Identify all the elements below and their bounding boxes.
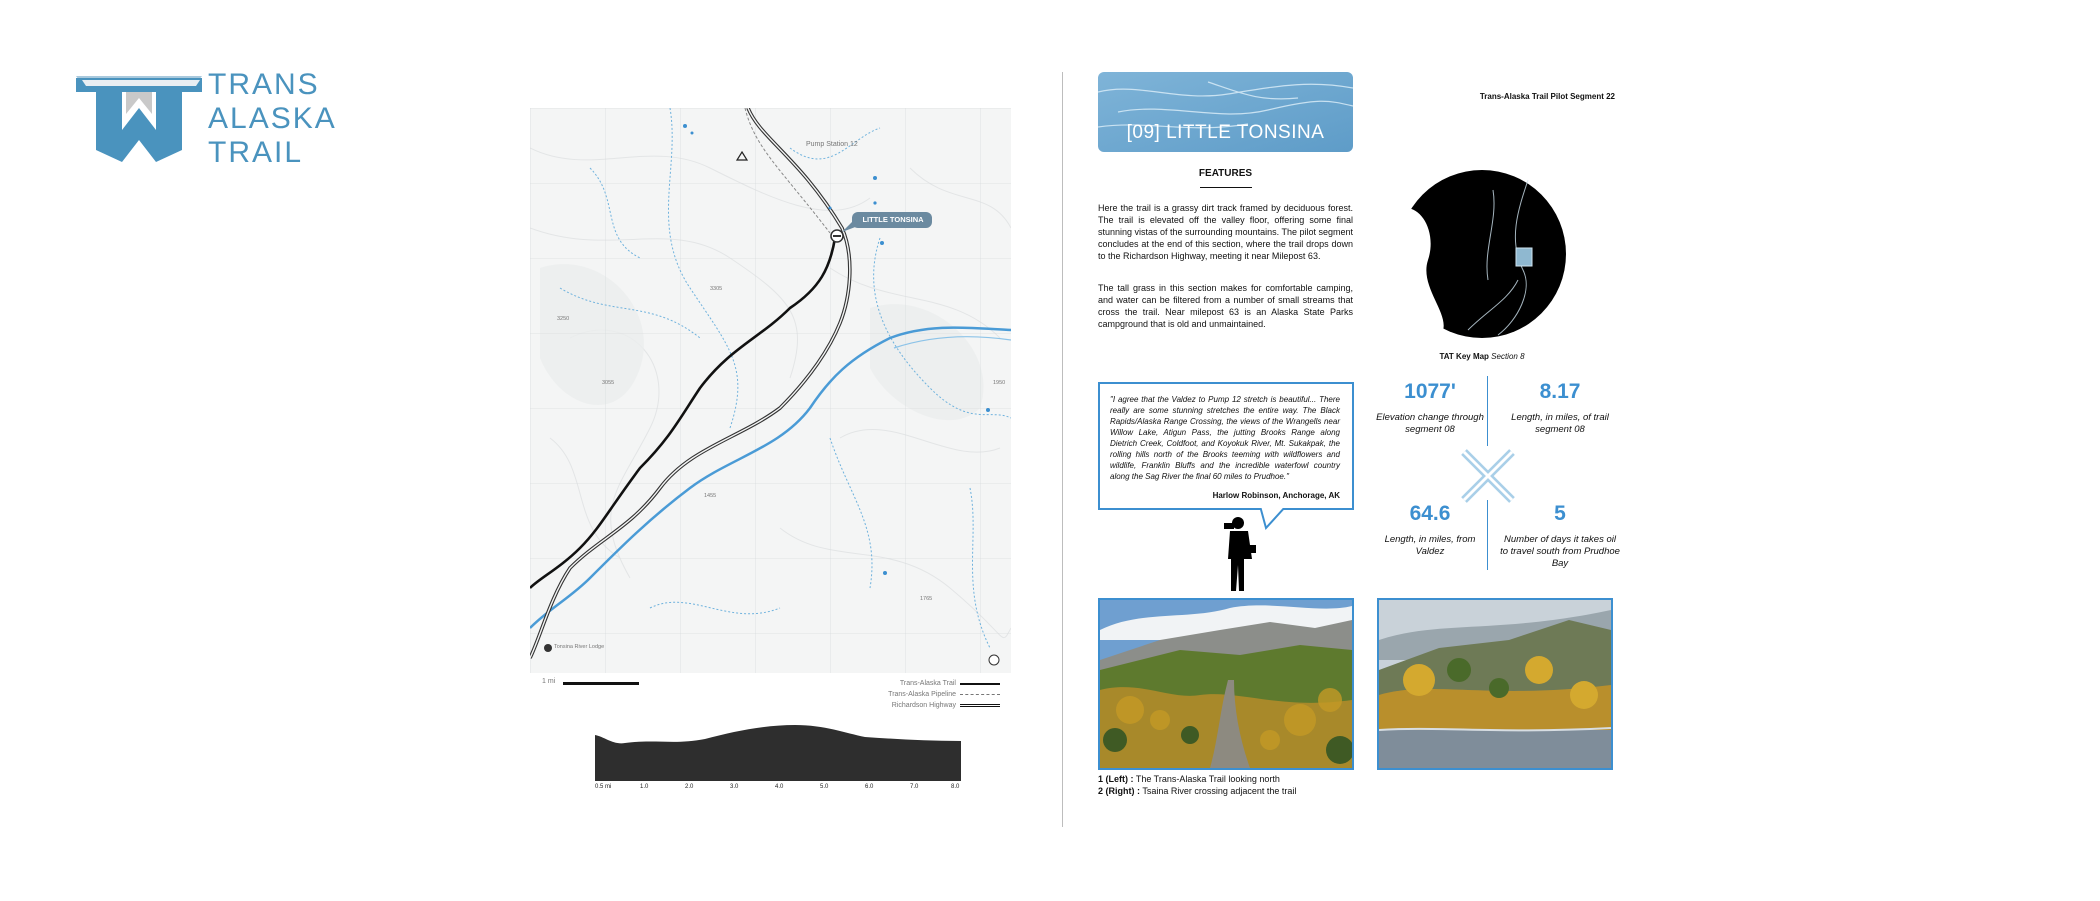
legend-item-trail xyxy=(860,678,1000,689)
elevation-profile-axis xyxy=(595,784,961,792)
stat-distance-from-valdez-label: Length, in miles, from Valdez xyxy=(1384,534,1476,557)
key-map-caption xyxy=(1398,352,1566,361)
map-graphic xyxy=(530,108,1011,673)
photo-caption-2-text: Tsaina River crossing adjacent the trail xyxy=(1140,786,1297,796)
elevation-tick: 6.0 xyxy=(865,784,874,790)
elevation-label: 1950 xyxy=(993,380,1006,386)
map-legend xyxy=(860,678,1000,711)
photo-caption-1-text: The Trans-Alaska Trail looking north xyxy=(1133,774,1280,784)
stat-distance-from-valdez-value: 64.6 xyxy=(1409,502,1451,525)
legend-item-pipeline xyxy=(860,689,1000,700)
stat-segment-length-value: 8.17 xyxy=(1539,380,1581,403)
stat-segment-length-label: Length, in miles, of trail segment 08 xyxy=(1511,412,1609,435)
features-paragraph-2: The tall grass in this section makes for comfortable camping, and water can be filtered from a number of small streams that cross the trail. Near milepost 63 is an Alaska State Parks campground that is old and unmaintained. xyxy=(1098,283,1353,329)
stat-elevation-change-label: Elevation change through segment 08 xyxy=(1376,412,1484,435)
quote-box-pointer xyxy=(1260,506,1290,530)
elevation-tick: 2.0 xyxy=(685,784,694,790)
photo-caption-2-number: 2 (Right) : xyxy=(1098,786,1140,796)
elevation-tick: 8.0 xyxy=(951,784,960,790)
campground-label: Tonsina River Lodge xyxy=(554,644,605,650)
elevation-tick: 5.0 xyxy=(820,784,829,790)
page-header: Trans-Alaska Trail Pilot Segment 22 xyxy=(1479,92,1615,101)
key-map-caption-section: Section 8 xyxy=(1491,352,1525,361)
elevation-tick: 3.0 xyxy=(730,784,739,790)
logo-wordmark xyxy=(208,68,337,170)
legend-label: Trans-Alaska Pipeline xyxy=(888,691,956,698)
scale-label: 1 mi xyxy=(542,678,556,685)
elevation-label: 1765 xyxy=(920,596,933,602)
logo-line-2: ALASKA xyxy=(208,102,337,135)
page-spine-divider xyxy=(1062,72,1063,827)
photo-trail-looking-north xyxy=(1098,598,1354,770)
logo-line-3: TRAIL xyxy=(208,136,304,169)
photo-caption-1-number: 1 (Left) : xyxy=(1098,774,1134,784)
section-title: [09] LITTLE TONSINA xyxy=(1126,122,1325,143)
legend-label: Trans-Alaska Trail xyxy=(899,680,956,687)
stat-elevation-change-value: 1077' xyxy=(1404,380,1456,403)
elevation-tick: 1.0 xyxy=(640,784,649,790)
quote-author: Harlow Robinson, Anchorage, AK xyxy=(1212,491,1340,500)
legend-label: Richardson Highway xyxy=(891,702,956,709)
elevation-tick: 0.5 mi xyxy=(595,784,612,790)
legend-swatch-pipeline xyxy=(960,694,1000,695)
legend-swatch-trail xyxy=(960,683,1000,685)
pump-station-label: Pump Station 12 xyxy=(806,141,858,148)
elevation-tick: 7.0 xyxy=(910,784,919,790)
photo-caption-1 xyxy=(1098,774,1280,784)
scale-bar xyxy=(563,682,639,685)
features-paragraph-1: Here the trail is a grassy dirt track framed by deciduous forest. The trail is elevated off the valley floor, offering some final stunning vistas of the surrounding mountains. The pilot segment concludes at the end of this section, where the trail drops down to the Richardson Highway, meeting it near Milepost 63. xyxy=(1098,203,1353,261)
features-heading: FEATURES xyxy=(1198,168,1253,179)
elevation-label: 3250 xyxy=(557,316,570,322)
legend-swatch-highway xyxy=(960,704,1000,707)
photo-tsaina-river-crossing xyxy=(1377,598,1613,770)
photo-caption-2 xyxy=(1098,786,1296,796)
elevation-label: 1455 xyxy=(704,493,717,499)
map-callout-label: LITTLE TONSINA xyxy=(862,215,924,224)
features-underline xyxy=(1200,187,1252,188)
quote-text: "I agree that the Valdez to Pump 12 stretch is beautiful... There really are some stunning stretches the entire way. The Black Rapids/Alaska Range Crossing, the views of the Wrangells near Willow Lake, Atigun Pass, the jutting Brooks Range along Dietrich Creek, Coldfoot, and Koyokuk River, Mt. Sukakpak, the rolling hills north of the Brooks teeming with wildflowers and wildlife, Franklin Bluffs and the incredible waterfowl country along the Sag River the final 60 miles to Prudhoe." xyxy=(1110,395,1340,481)
key-map-caption-title: TAT Key Map xyxy=(1439,352,1489,361)
photographer-silhouette-icon xyxy=(1222,515,1258,591)
tat-key-map xyxy=(1398,170,1566,338)
stat-oil-travel-days-value: 5 xyxy=(1554,502,1566,525)
stats-cross-icon xyxy=(1460,448,1516,504)
logo-line-1: TRANS xyxy=(208,68,320,101)
elevation-label: 3055 xyxy=(602,380,615,386)
elevation-tick: 4.0 xyxy=(775,784,784,790)
elevation-label: 3305 xyxy=(710,286,723,292)
stat-oil-travel-days-label: Number of days it takes oil to travel south from Prudhoe Bay xyxy=(1500,534,1620,569)
legend-item-highway xyxy=(860,700,1000,711)
trail-map xyxy=(530,108,1011,673)
